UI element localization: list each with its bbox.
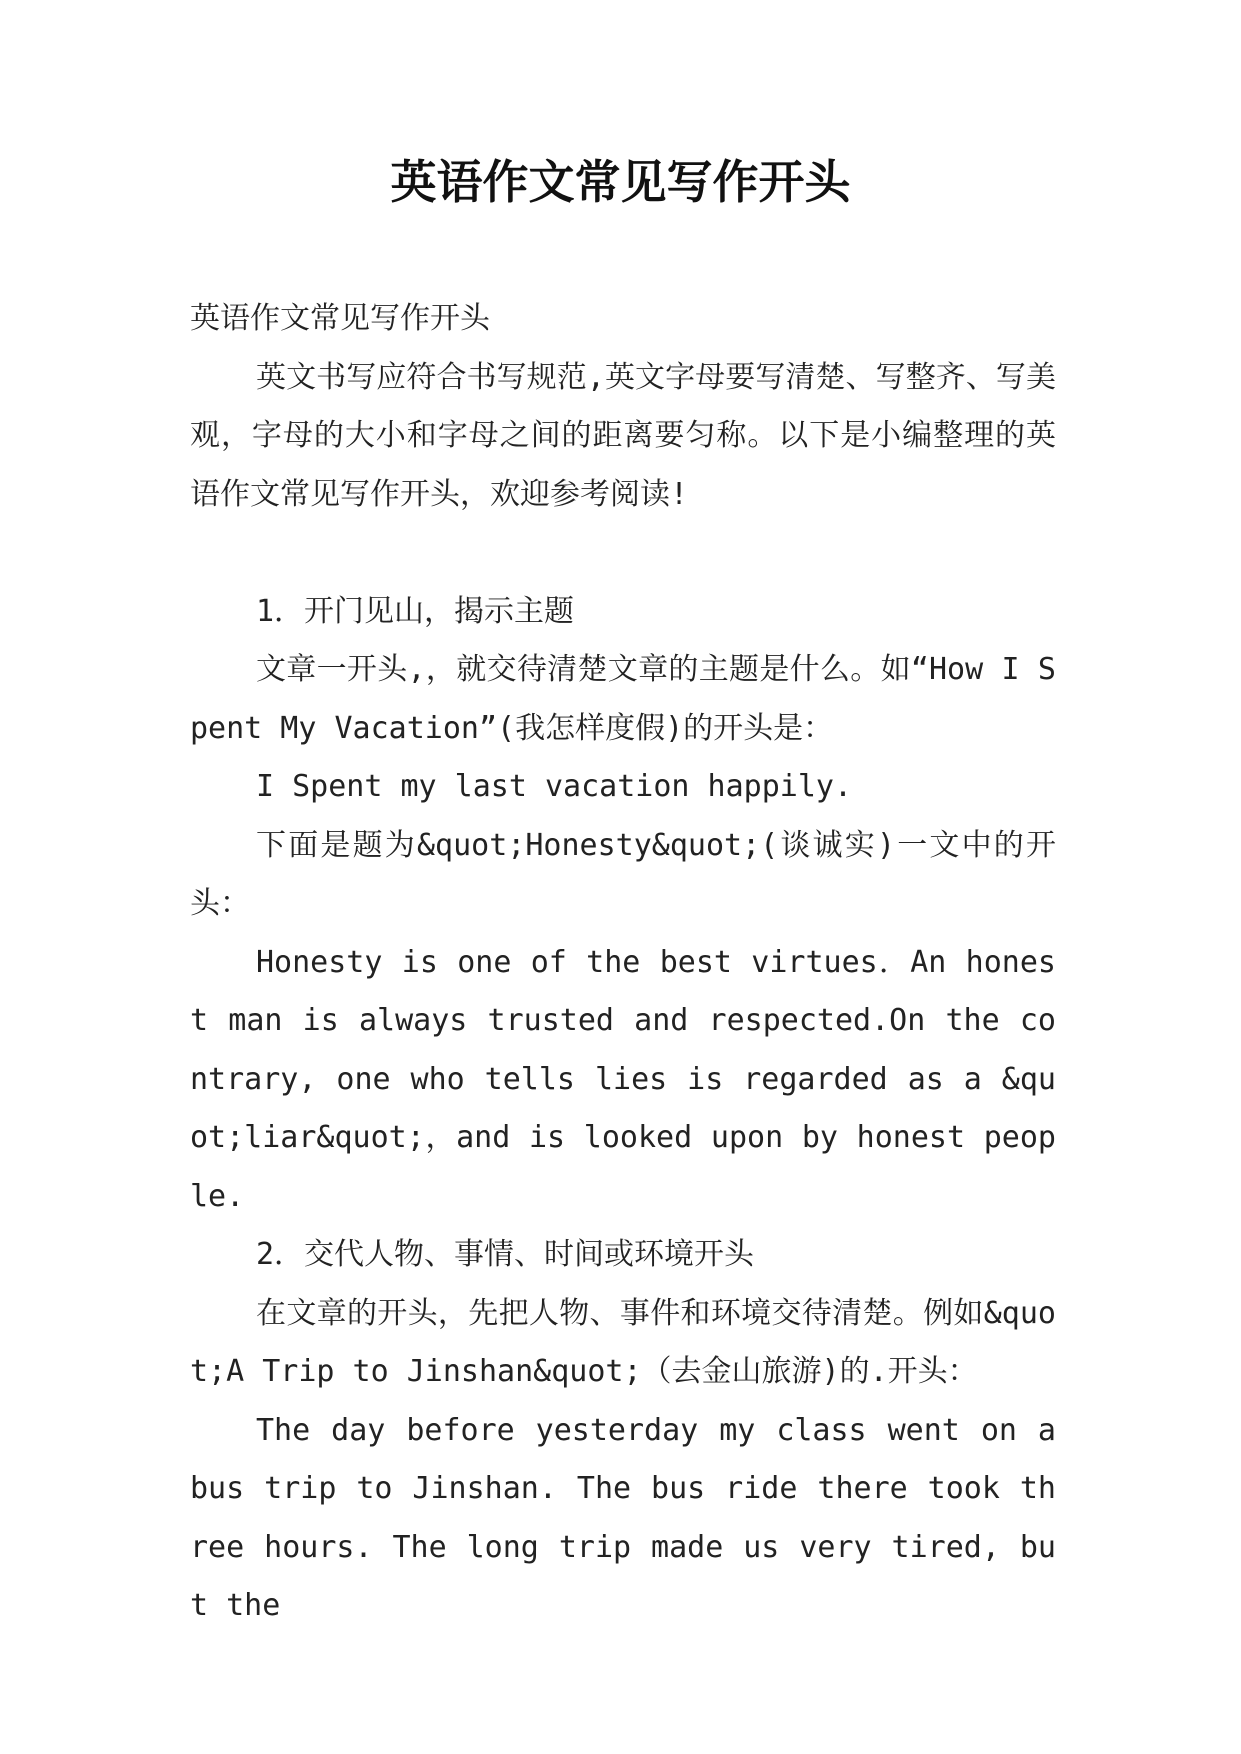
blank-line bbox=[190, 524, 1056, 583]
document-body bbox=[190, 290, 1056, 1636]
section-heading-1: 1．开门见山，揭示主题 bbox=[256, 593, 575, 629]
paragraph-intro: 英文书写应符合书写规范,英文字母要写清楚、写整齐、写美观，字母的大小和字母之间的距离要匀称。以下是小编整理的英语作文常见写作开头，欢迎参考阅读! bbox=[190, 359, 1056, 512]
example-paragraph: Honesty is one of the best virtues．An honest man is always trusted and respected.On the contrary, one who tells lies is regarded as a &quot;liar&quot;，and is looked upon by honest people. bbox=[190, 944, 1056, 1214]
example-paragraph: The day before yesterday my class went on a bus trip to Jinshan. The bus ride there took three hours. The long trip made us very tired, but the bbox=[190, 1412, 1056, 1623]
paragraph: 文章一开头,，就交待清楚文章的主题是什么。如“How I Spent My Vacation”(我怎样度假)的开头是： bbox=[190, 652, 1056, 746]
document-title: 英语作文常见写作开头 bbox=[390, 155, 851, 209]
example-sentence: I Spent my last vacation happily. bbox=[256, 769, 853, 804]
paragraph-heading: 英语作文常见写作开头 bbox=[190, 301, 490, 336]
paragraph: 在文章的开头，先把人物、事件和环境交待清楚。例如&quot;A Trip to Jinshan&quot;（去金山旅游)的.开头： bbox=[190, 1295, 1056, 1389]
section-heading-2: 2．交代人物、事情、时间或环境开头 bbox=[256, 1237, 755, 1272]
paragraph: 下面是题为&quot;Honesty&quot;(谈诚实)一文中的开头： bbox=[190, 827, 1056, 921]
